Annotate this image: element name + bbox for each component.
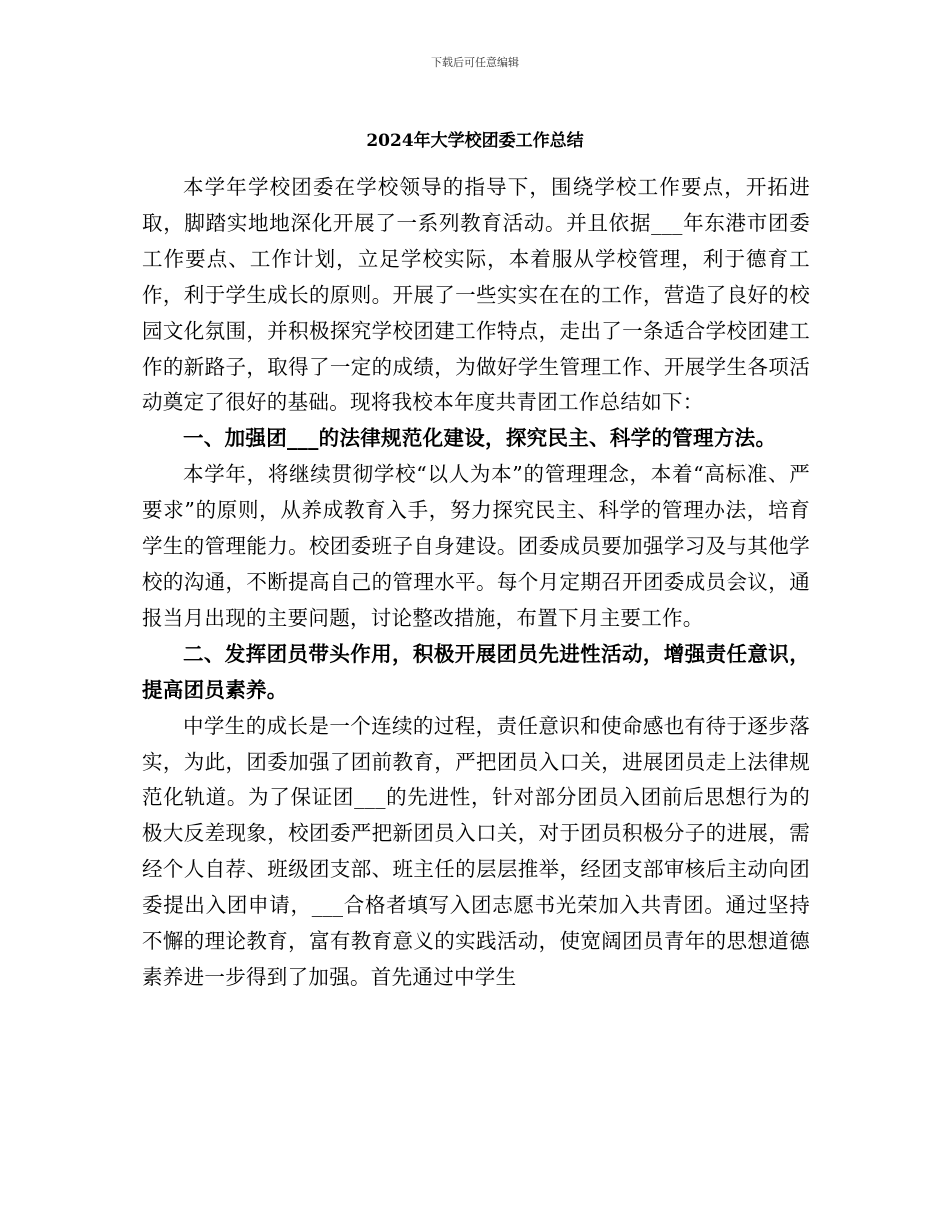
page-title: 2024年大学校团委工作总结 bbox=[366, 131, 584, 151]
paragraph-intro: 本学年学校团委在学校领导的指导下，围绕学校工作要点，开拓进取，脚踏实地地深化开展了一系列教育活动。并且依据___年东港市团委工作要点、工作计划，立足学校实际，本着服从学校管理，利于德育工作，利于学生成长的原则。开展了一些实实在在的工作，营造了良好的校园文化氛围，并积极探究学校团建工作特点，走出了一条适合学校团建工作的新路子，取得了一定的成绩，为做好学生管理工作、开展学生各项活动奠定了很好的基础。现将我校本年度共青团工作总结如下： bbox=[142, 175, 810, 415]
paragraph-section-2: 中学生的成长是一个连续的过程，责任意识和使命感也有待于逐步落实，为此，团委加强了团前教育，严把团员入口关，进展团员走上法律规范化轨道。为了保证团___的先进性，针对部分团员入团前后思想行为的极大反差现象，校团委严把新团员入口关，对于团员积极分子的进展，需经个人自荐、班级团支部、班主任的层层推举，经团支部审核后主动向团委提出入团申请，___合格者填写入团志愿书光荣加入共青团。通过坚持不懈的理论教育，富有教育意义的实践活动，使宽阔团员青年的思想道德素养进一步得到了加强。首先通过中学生 bbox=[142, 713, 810, 989]
paragraph-section-1: 本学年，将继续贯彻学校“以人为本”的管理理念，本着“高标准、严要求”的原则，从养成教育入手，努力探究民主、科学的管理办法，培育学生的管理能力。校团委班子自身建设。团委成员要加强学习及与其他学校的沟通，不断提高自己的管理水平。每个月定期召开团委成员会议，通报当月出现的主要问题，讨论整改措施，布置下月主要工作。 bbox=[142, 462, 810, 630]
section-heading-1: 一、加强团___的法律规范化建设，探究民主、科学的管理方法。 bbox=[183, 426, 777, 451]
section-heading-2: 二、发挥团员带头作用，积极开展团员先进性活动，增强责任意识，提高团员素养。 bbox=[142, 641, 810, 702]
header-note: 下载后可任意编辑 bbox=[431, 56, 519, 69]
document-body bbox=[142, 170, 810, 996]
